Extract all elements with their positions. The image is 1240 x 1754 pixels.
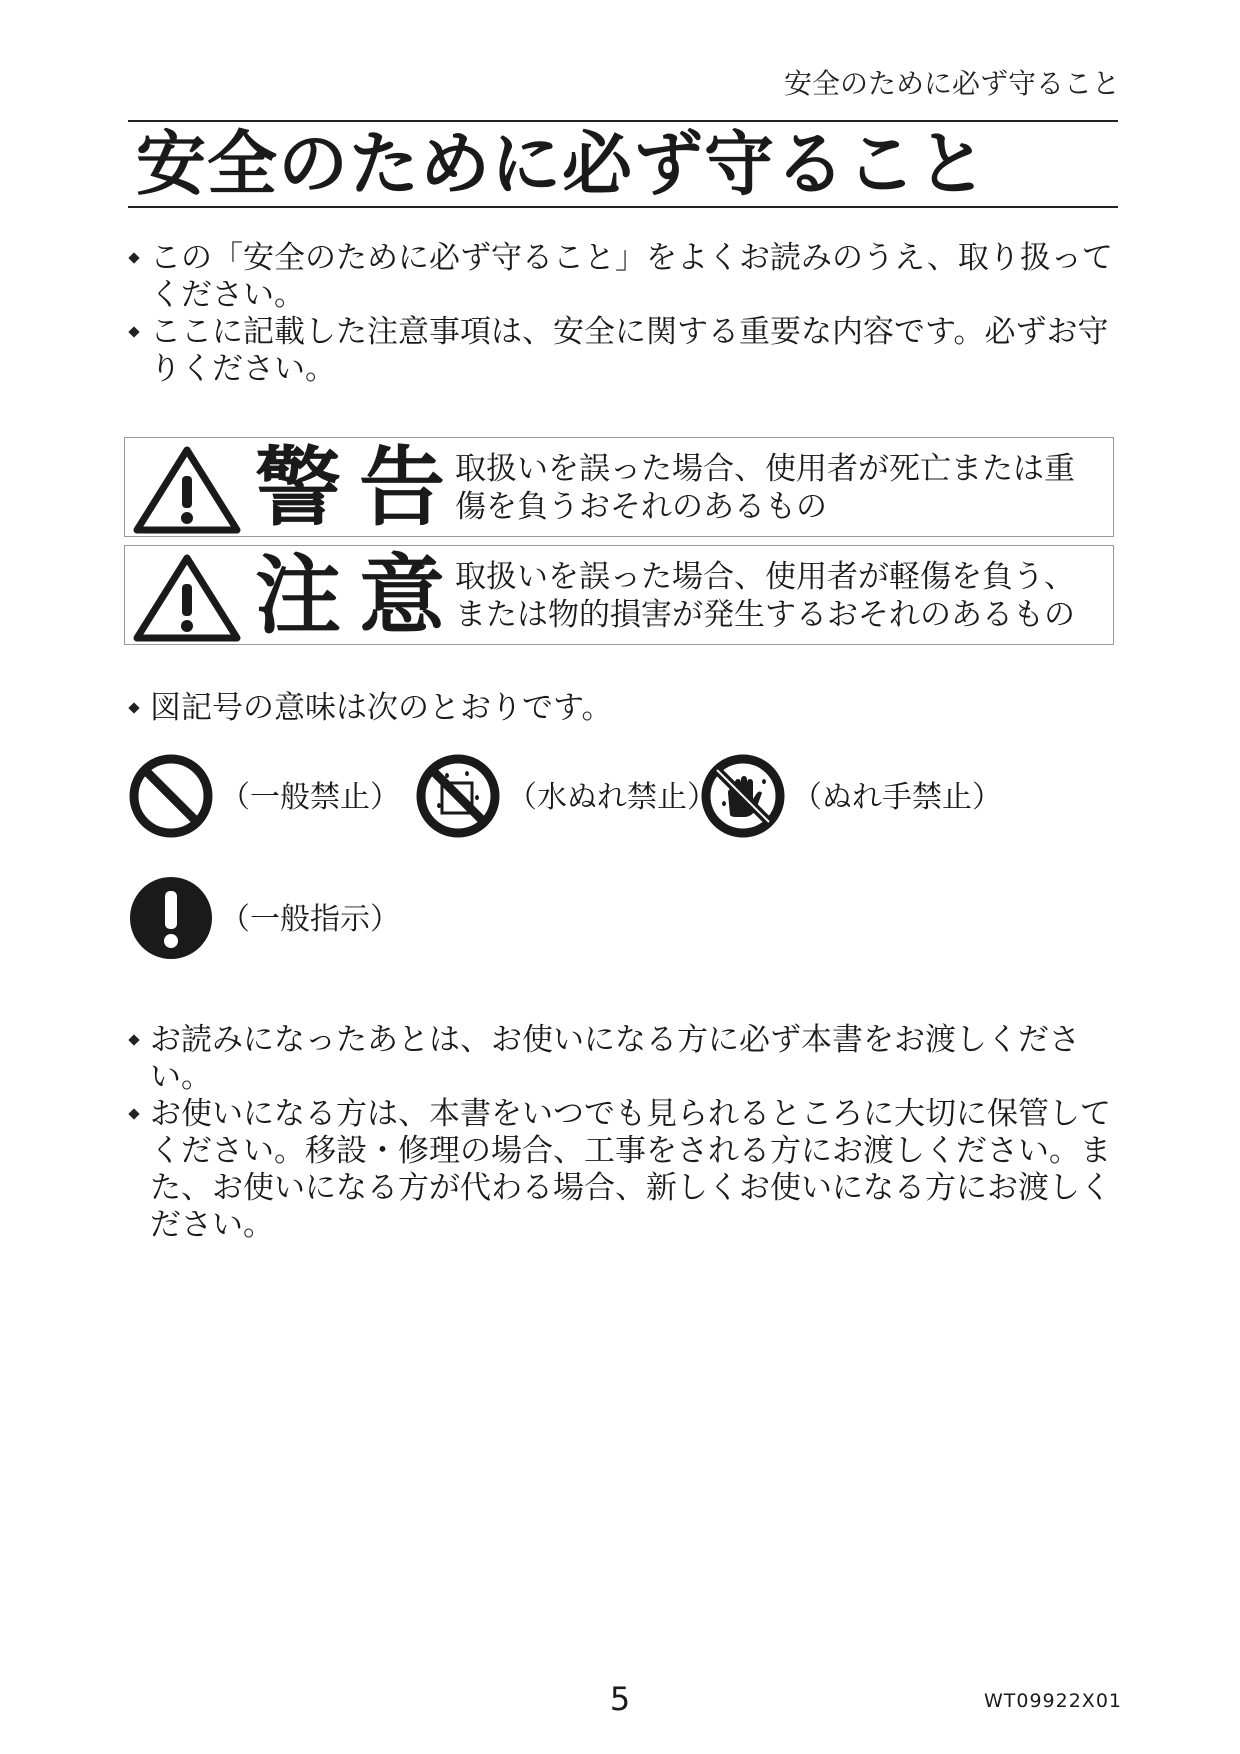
symbol-label: （一般禁止） [220, 780, 400, 815]
intro-list [128, 240, 1118, 388]
intro-bullet: この「安全のために必ず守ること」をよくお読みのうえ、取り扱ってください。 [128, 240, 1118, 314]
caution-description: 取扱いを誤った場合、使用者が軽傷を負う、または物的損害が発生するおそれのあるもの [455, 559, 1075, 633]
signal-word-warning: 警告 [255, 438, 463, 538]
page-title: 安全のために必ず守ること [136, 123, 988, 205]
caution-triangle-icon [131, 552, 243, 644]
page-number: 5 [609, 1680, 631, 1718]
no-wet-hands-icon [700, 753, 786, 839]
intro-bullet: ここに記載した注意事項は、安全に関する重要な内容です。必ずお守りください。 [128, 314, 1118, 388]
closing-bullet: お使いになる方は、本書をいつでも見られるところに大切に保管してください。移設・修理の場合、工事をされる方にお渡しください。また、お使いになる方が代わる場合、新しくお使いになる方にお渡しください。 [128, 1096, 1128, 1244]
prohibition-icon [128, 753, 214, 839]
warning-triangle-icon [131, 444, 243, 536]
document-code: WT09922X01 [983, 1690, 1122, 1712]
no-water-icon [415, 753, 501, 839]
symbol-label: （水ぬれ禁止） [507, 780, 717, 815]
closing-bullet: お読みになったあとは、お使いになる方に必ず本書をお渡しください。 [128, 1022, 1128, 1096]
title-block [128, 120, 1118, 208]
symbol-label: （ぬれ手禁止） [792, 780, 1002, 815]
warning-description: 取扱いを誤った場合、使用者が死亡または重傷を負うおそれのあるもの [455, 451, 1075, 525]
running-header: 安全のために必ず守ること [783, 67, 1120, 100]
signal-word-caution: 注意 [255, 546, 463, 646]
symbol-label: （一般指示） [220, 902, 400, 937]
closing-list [128, 1022, 1128, 1244]
caution-box [124, 545, 1114, 645]
warning-box [124, 437, 1114, 537]
symbols-intro: 図記号の意味は次のとおりです。 [128, 690, 1050, 727]
exclamation-icon [128, 875, 214, 961]
